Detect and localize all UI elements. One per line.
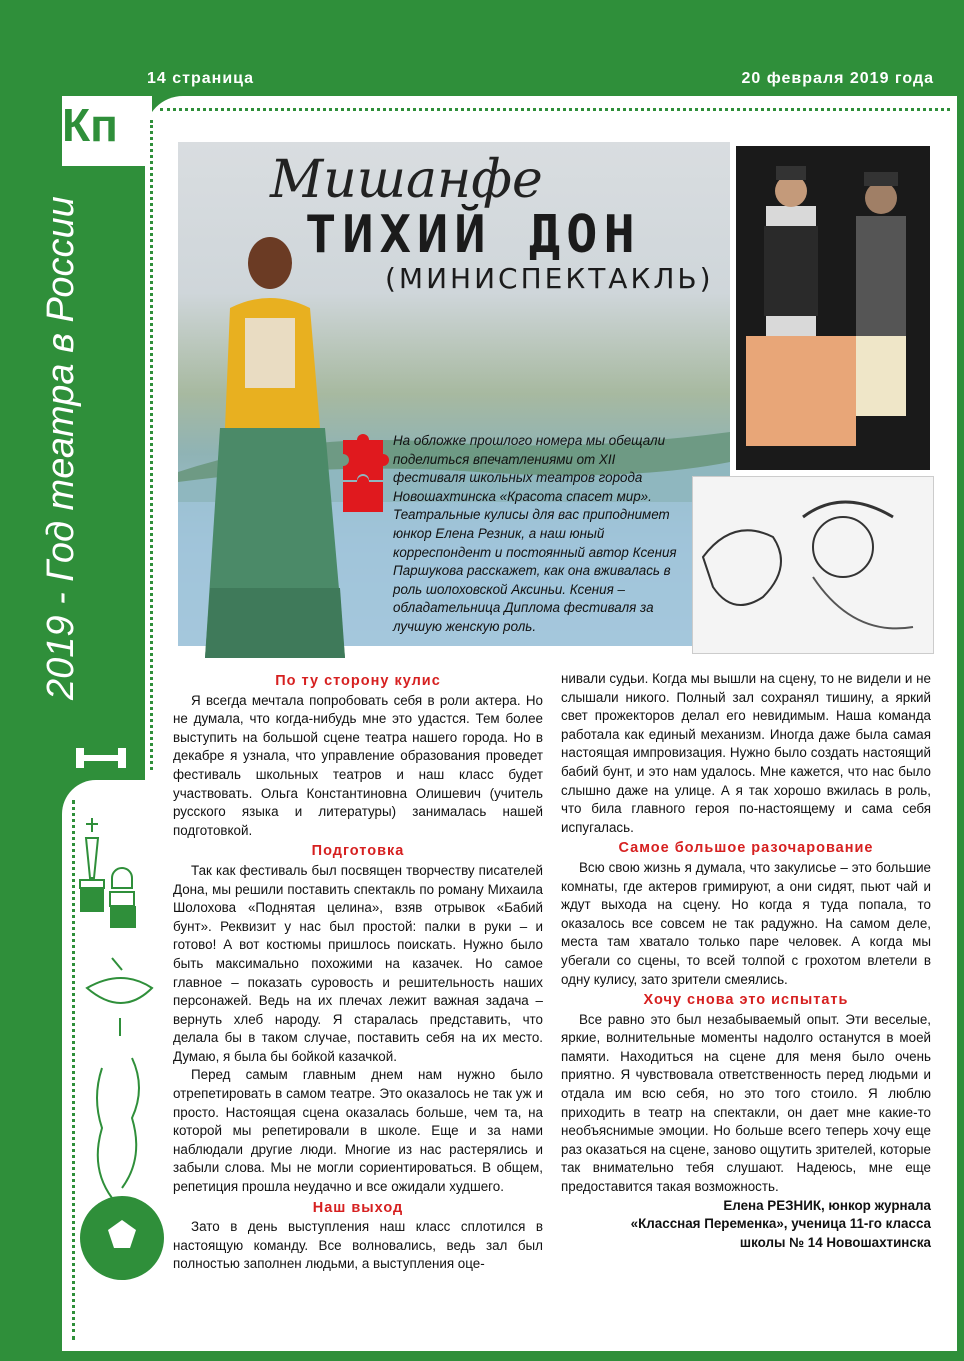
sketch-drawing xyxy=(692,476,934,654)
section-heading: Самое большое разочарование xyxy=(618,840,874,857)
puzzle-icon xyxy=(333,432,393,524)
paragraph: Я всегда мечтала попробовать себя в роли актера. Но не думала, что когда-нибудь мне это удастся. Тем более выступить на большой сцене театра нашего города. Но в декабре я узнала, что управление образования проведет фестиваль школьных театров и наш класс будет участвовать. Ольга Константиновна Олишевич (учитель русского языка и литературы) занималась нашей подготовкой. xyxy=(173,692,543,838)
author-signature: «Классная Переменка», ученица 11-го класса xyxy=(630,1216,931,1232)
actress-photo xyxy=(200,228,350,668)
issue-date: 20 февраля 2019 года xyxy=(741,70,934,87)
dumbbell-icon xyxy=(72,740,130,776)
paragraph: нивали судьи. Когда мы вышли на сцену, то не видели и не слышали никого. Полный зал сохранял тишину, а яркий свет прожекторов делал его невидимым. Наша команда работала как единый механизм. Иногда даже была самая настоящая импровизация. Нужно было создать настоящий бабий бунт, и это нам удалось. Мне кажется, что нас было слышно даже на улице. А я так хорошо вжилась в роль, что била главного героя по-настоящему и сама себя испугалась. xyxy=(561,671,931,835)
page-number: 14 страница xyxy=(147,70,255,87)
author-signature: школы № 14 Новошахтинска xyxy=(739,1234,931,1250)
dotted-border xyxy=(160,108,950,111)
horse-rider-sketch xyxy=(693,477,933,653)
paragraph: Всю свою жизнь я думала, что закулисье – это большие комнаты, где актеров гримируют, а они сидят, пьют чай и ждут выхода на сцену. Но когда я туда попала, то оказалось все совсем не так радужно. На самом деле, места там хватало только паре человек. А когда мы убегали со сцены, то всей толпой с грохотом влетели в одну кулису, зато зрители смеялись. xyxy=(561,859,931,987)
poster-subtitle: (МИНИСПЕКТАКЛЬ) xyxy=(385,262,714,295)
paragraph: Перед самым главным днем нам нужно было отрепетировать в самом театре. Это оказалось не так уж и просто. Настоящая сцена оказалась больше, чем та, на которой мы репетировали в школе. Еще и за нами наблюдали другие люди. Многие из нас растерялись и забыли слова. Мы не могли сориентироваться. В общем, репетиция прошла неудачно и все ожидали худшего. xyxy=(173,1067,543,1195)
section-title: 2019 - Год театра в России xyxy=(40,196,82,700)
paragraph: Так как фестиваль был посвящен творчеству писателей Дона, мы решили поставить спектакль по роману Михаила Шолохова «Поднятая целина», взяв отрывок «Бабий бунт». Реквизит у нас был простой: палки в руки – и готово! А вот костюмы пришлось поискать. Нужно было быть максимально похожими на казачек. Но самое главное – показать суровость и решительность наших персонажей. Ведь на их плечах лежит важная задача – вернуть хлеб народу. Я старалась представить, что делала бы в таком случае, поставить себя на их место. Думаю, я была бы бойкой казачкой. xyxy=(173,862,543,1064)
author-signature: Елена РЕЗНИК, юнкор журнала xyxy=(723,1197,931,1213)
section-heading: Хочу снова это испытать xyxy=(643,992,849,1009)
poster-script: Мишанфе xyxy=(270,150,543,210)
section-heading: Наш выход xyxy=(312,1199,404,1216)
dotted-border xyxy=(150,120,153,770)
intro-text: На обложке прошлого номера мы обещали поделиться впечатлениями от XII фестиваля школьных театров города Новошахтинска «Красота спасет мир». Театральные кулисы для вас приподнимет юнкор Елена Резник, а наш юный корреспондент и постоянный автор Ксения Паршукова расскажет, как она вживалась в роль шолоховской Аксиньи. Ксения – обладательница Диплома фестиваля за лучшую женскую роль. xyxy=(393,433,677,634)
actors-on-stage xyxy=(736,146,930,470)
paragraph: Все равно это был незабываемый опыт. Эти веселые, яркие, волнительные моменты надолго останутся в моей памяти. Находиться на сцене для меня было очень приятно. Я чувствовала ответственность перед людьми и отдала им всю себя, но это того стоило. Я люблю приходить в театр на спектакли, он дает мне какие-то необъяснимые эмоции. Но больше всего теперь хочу еще раз оказаться на сцене, заново ощутить зрителей, которые так внимательно тебя слушают. Надеюсь, мне еще предоставится такая возможность. xyxy=(561,1011,931,1195)
sports-icons xyxy=(72,808,164,1348)
magazine-logo: Кп xyxy=(62,99,118,151)
section-heading: Подготовка xyxy=(311,843,405,860)
paragraph: Зато в день выступления наш класс сплотился в настоящую команду. Все волновались, ведь зал был полностью заполнен людьми, а выступления оце- xyxy=(173,1219,543,1272)
section-heading: По ту сторону кулис xyxy=(275,673,441,689)
stage-photo xyxy=(736,146,930,470)
poster-title: ТИХИЙ ДОН xyxy=(305,205,641,265)
article-column-left xyxy=(173,670,543,1274)
article-column-right xyxy=(561,670,931,1252)
